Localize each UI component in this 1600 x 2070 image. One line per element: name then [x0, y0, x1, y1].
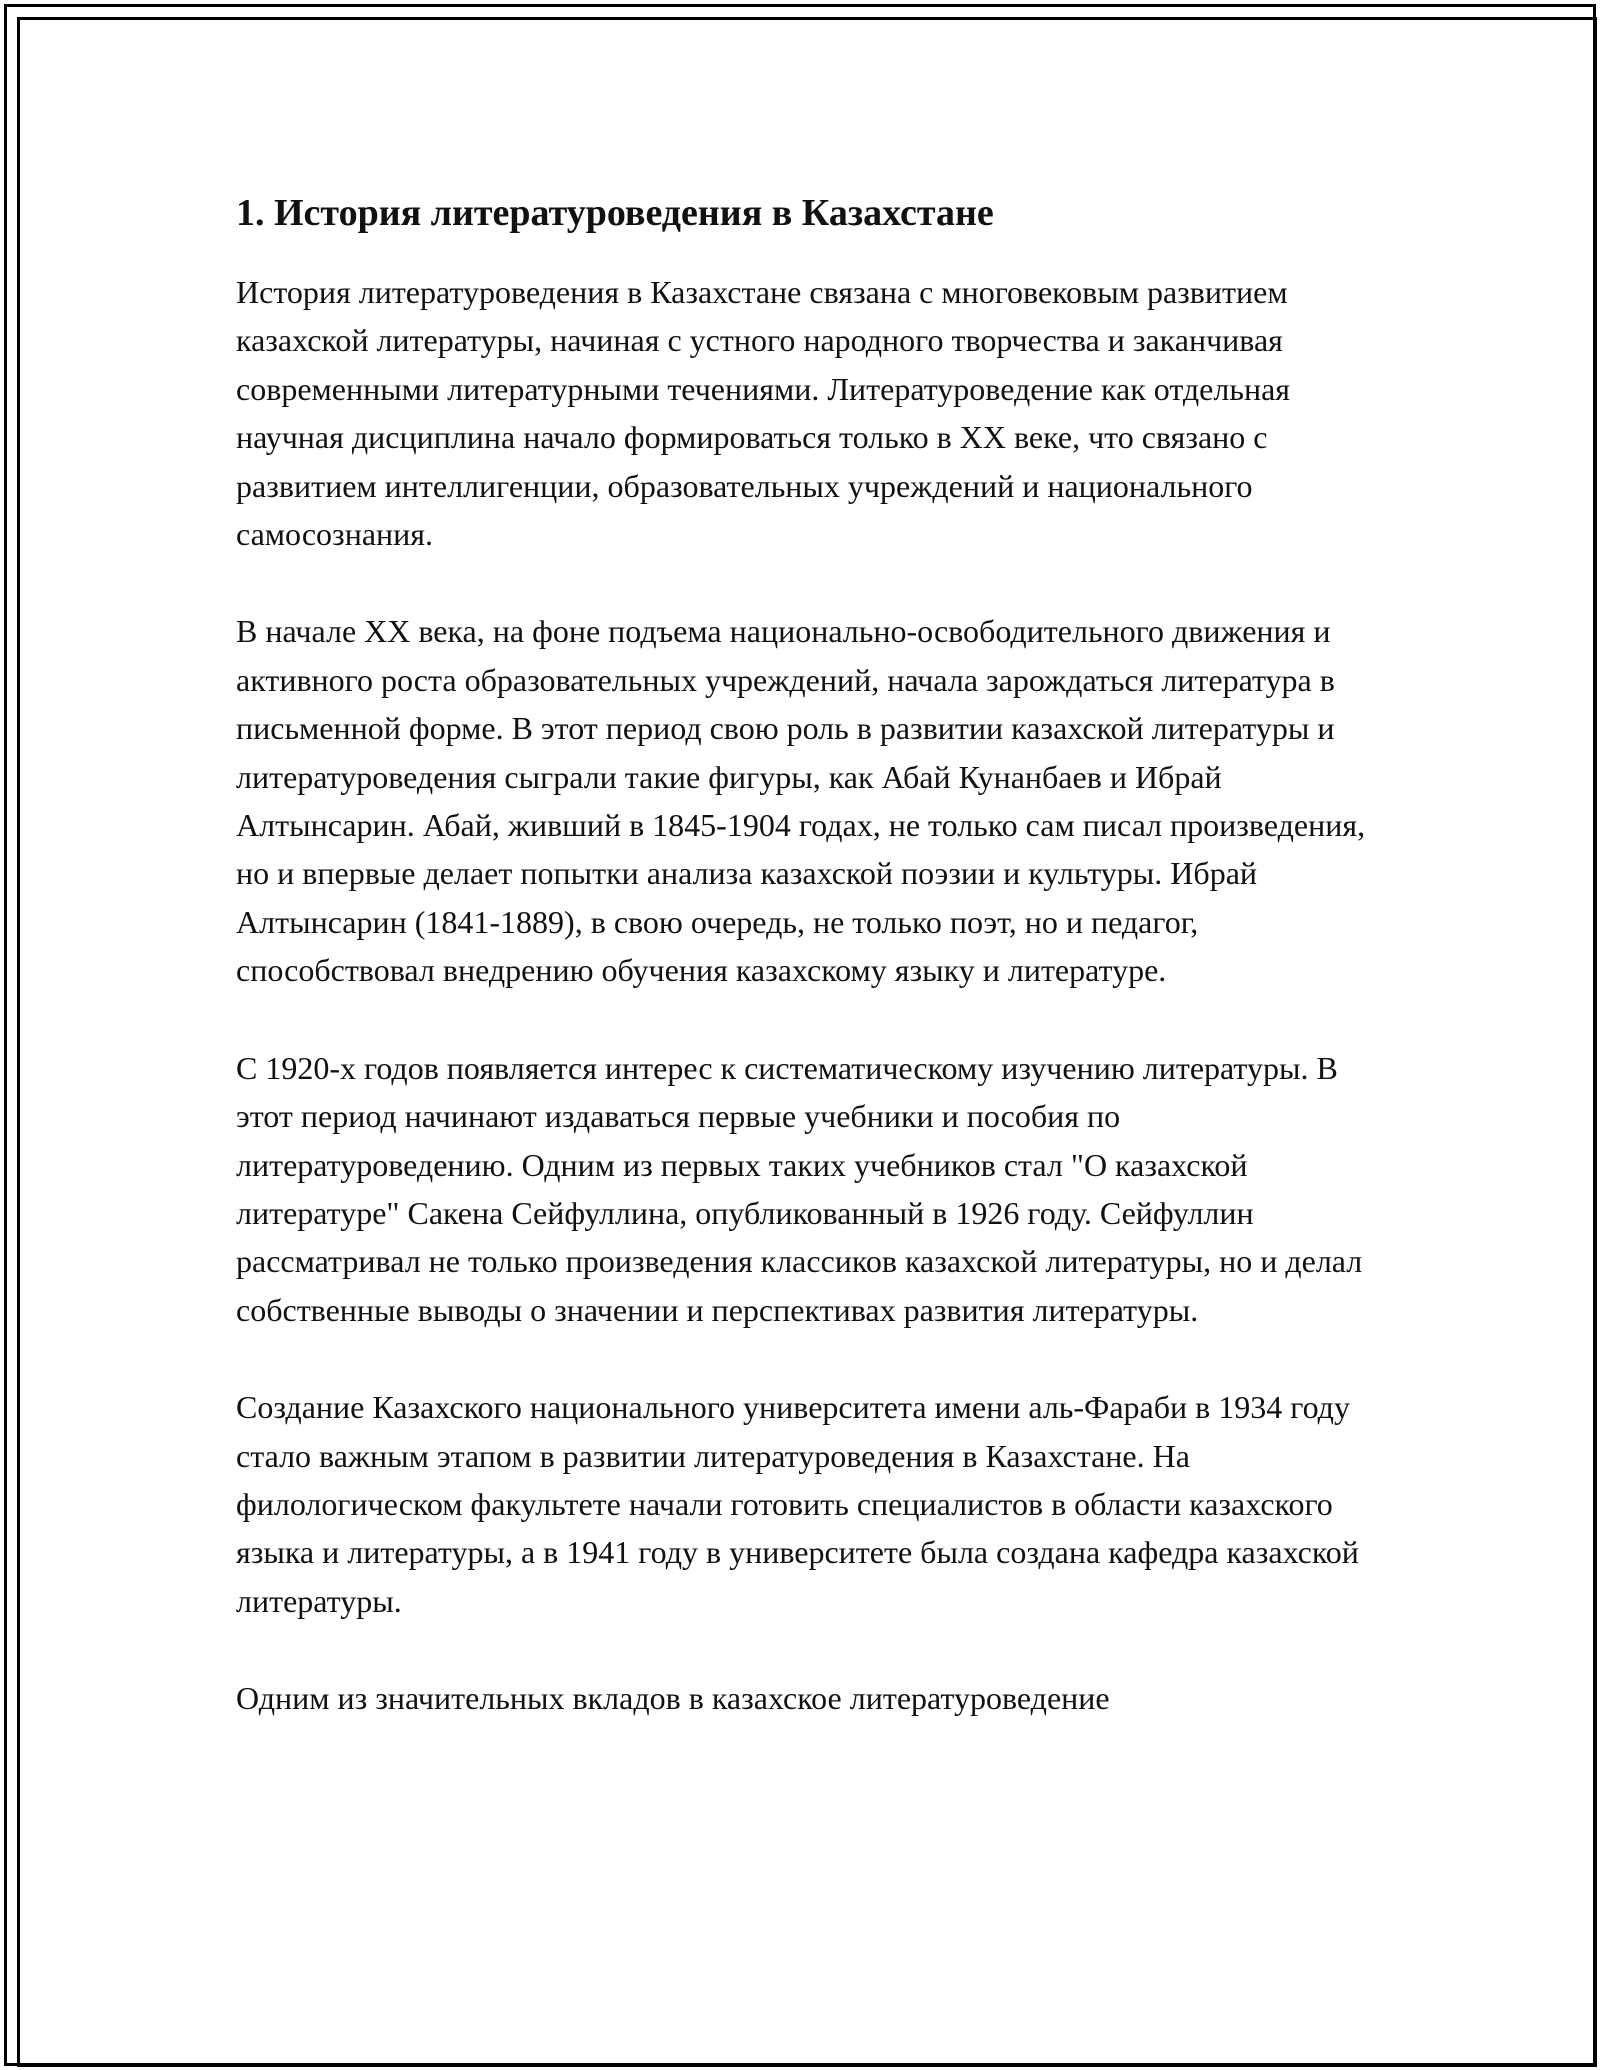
- paragraph-5: Одним из значительных вкладов в казахское литературоведение: [236, 1680, 1110, 1717]
- paragraph-2: В начале XX века, на фоне подъема национально-освободительного движения и активного роста образовательных учреждений, начала зарождаться литература в письменной форме. В этот период свою роль в развитии казахской литературы и литературоведения сыграли такие фигуры, как Абай Кунанбаев и Ибрай Алтынсарин. Абай, живший в 1845-1904 годах, не только сам писал произведения, но и впервые делает попытки анализа казахской поэзии и культуры. Ибрай Алтынсарин (1841-1889), в свою очередь, не только поэт, но и педагог, способствовал внедрению обучения казахскому языку и литературе.: [236, 613, 1366, 989]
- paragraph-3: С 1920-х годов появляется интерес к систематическому изучению литературы. В этот период начинают издаваться первые учебники и пособия по литературоведению. Одним из первых таких учебников стал "О казахской литературе" Сакена Сейфуллина, опубликованный в 1926 году. Сейфуллин рассматривал не только произведения классиков казахской литературы, но и делал собственные выводы о значении и перспективах развития литературы.: [236, 1049, 1363, 1328]
- document-body: [236, 188, 1366, 1772]
- paragraph-1: История литературоведения в Казахстане связана с многовековым развитием казахской литературы, начиная с устного народного творчества и заканчивая современными литературными течениями. Литературоведение как отдельная научная дисциплина начало формироваться только в XX веке, что связано с развитием интеллигенции, образовательных учреждений и национального самосознания.: [236, 274, 1290, 553]
- paragraph-4: Создание Казахского национального университета имени аль-Фараби в 1934 году стало важным этапом в развитии литературоведения в Казахстане. На филологическом факультете начали готовить специалистов в области казахского языка и литературы, а в 1941 году в университете была создана кафедра казахской литературы.: [236, 1389, 1359, 1619]
- section-heading: 1. История литературоведения в Казахстане: [236, 192, 994, 234]
